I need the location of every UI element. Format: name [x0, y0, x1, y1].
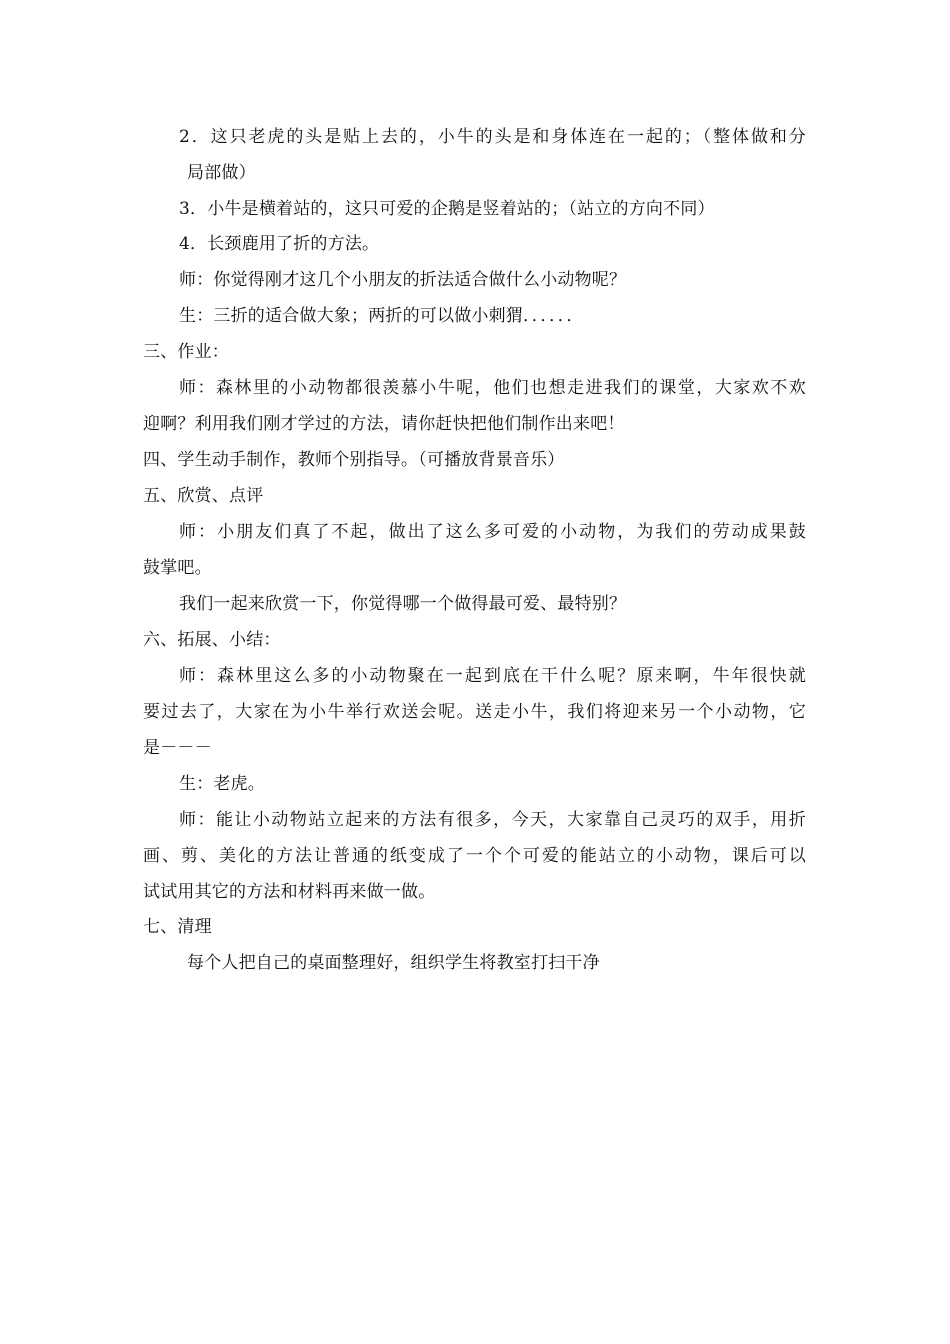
text-line-item-3: 3．小牛是横着站的，这只可爱的企鹅是竖着站的；（站立的方向不同）	[179, 199, 715, 219]
text-line-item-2-cont: 局部做）	[187, 163, 256, 183]
text-line-appreciation-1: 师：小朋友们真了不起，做出了这么多可爱的小动物，为我们的劳动成果鼓	[179, 522, 806, 542]
text-line-cleanup: 每个人把自己的桌面整理好，组织学生将教室打扫干净	[187, 953, 600, 973]
text-line-summary-3: 试试用其它的方法和材料再来做一做。	[143, 882, 436, 902]
text-line-item-4: 4．长颈鹿用了折的方法。	[179, 234, 380, 254]
section-heading-appreciation: 五、欣赏、点评	[143, 486, 264, 506]
text-line-summary-2: 画、剪、美化的方法让普通的纸变成了一个个可爱的能站立的小动物，课后可以	[143, 846, 806, 866]
text-line-student-tiger: 生：老虎。	[179, 774, 265, 794]
text-line-extension-2: 要过去了，大家在为小牛举行欢送会呢。送走小牛，我们将迎来另一个小动物，它	[143, 702, 806, 722]
text-line-homework-2: 迎啊？利用我们刚才学过的方法，请你赶快把他们制作出来吧！	[143, 414, 625, 434]
text-line-teacher-question: 师：你觉得刚才这几个小朋友的折法适合做什么小动物呢？	[179, 270, 627, 290]
section-heading-homework: 三、作业：	[143, 342, 229, 362]
text-line-appreciation-2: 鼓掌吧。	[143, 558, 212, 578]
section-heading-cleanup: 七、清理	[143, 917, 212, 937]
text-line-appreciation-3: 我们一起来欣赏一下，你觉得哪一个做得最可爱、最特别？	[179, 594, 627, 614]
text-line-extension-3: 是－－－	[143, 738, 212, 758]
section-heading-making: 四、学生动手制作，教师个别指导。（可播放背景音乐）	[143, 450, 565, 470]
text-line-summary-1: 师：能让小动物站立起来的方法有很多，今天，大家靠自己灵巧的双手，用折	[179, 810, 806, 830]
text-line-student-answer: 生：三折的适合做大象；两折的可以做小刺猬．．．．．．	[179, 306, 584, 326]
text-line-item-2: 2．这只老虎的头是贴上去的，小牛的头是和身体连在一起的；（整体做和分	[179, 127, 806, 147]
text-line-extension-1: 师：森林里这么多的小动物聚在一起到底在干什么呢？原来啊，牛年很快就	[179, 666, 806, 686]
section-heading-extension: 六、拓展、小结：	[143, 630, 281, 650]
text-line-homework-1: 师：森林里的小动物都很羡慕小牛呢，他们也想走进我们的课堂，大家欢不欢	[179, 378, 806, 398]
